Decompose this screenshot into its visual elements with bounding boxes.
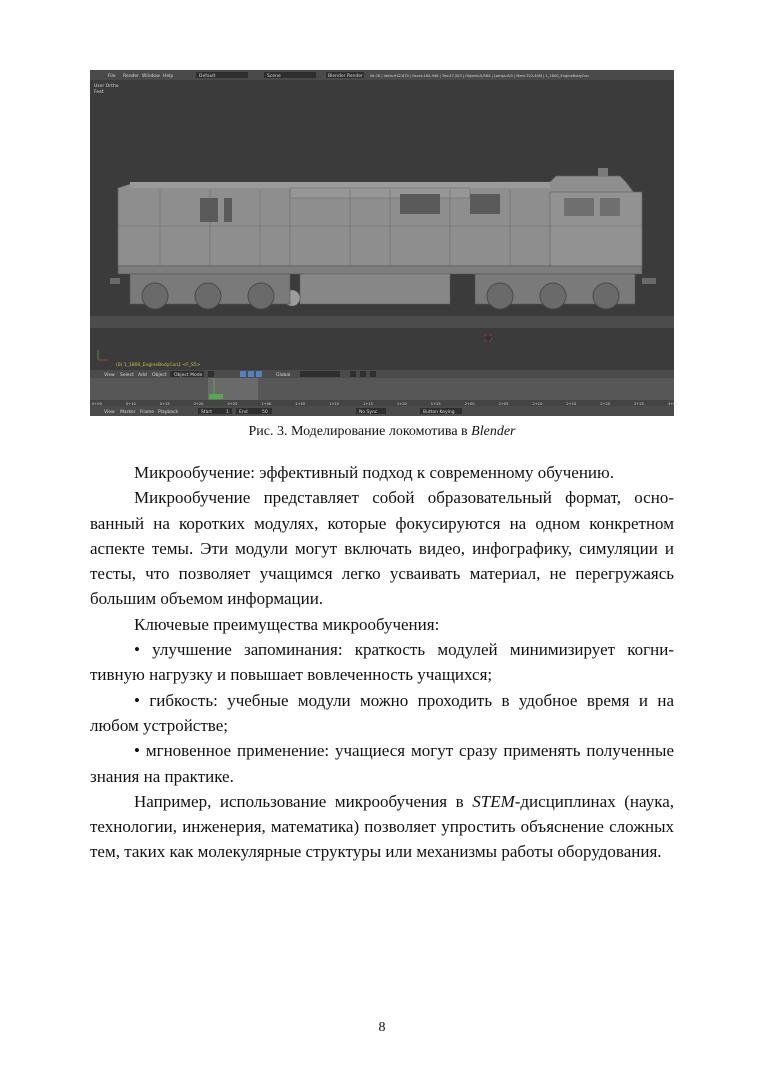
figure-caption: [0, 424, 764, 440]
body-text: [90, 460, 674, 865]
timeline-tick-label: 1+10: [329, 402, 340, 406]
engine-field-label: Blender Render: [328, 74, 363, 79]
current-frame-badge: [209, 394, 223, 399]
timeline-tick-label: 1+15: [363, 402, 373, 406]
menu-window[interactable]: Window: [142, 74, 160, 79]
timeline-tick-label: 0+15: [159, 402, 170, 406]
header-view-menu[interactable]: View: [104, 373, 115, 378]
ground-plane: [90, 316, 674, 328]
example-text-start: Например, использование микрообучения в: [134, 791, 473, 811]
shading-button[interactable]: [208, 371, 214, 377]
translate-button[interactable]: [248, 371, 254, 377]
header-select-menu[interactable]: Select: [120, 373, 134, 378]
list-item-application: • мгновенное применение: учащиеся могут сразу применять полученные знания на практике.: [90, 741, 674, 786]
start-frame-value: 1: [226, 410, 229, 415]
timeline-tick-label: 1+00: [261, 402, 272, 406]
blender-screenshot-figure: [90, 70, 678, 416]
active-object-name: (0) 1_1800_EngineBodyCon1 <F_S5>: [116, 363, 201, 368]
timeline-tick-label: 3+00: [668, 402, 678, 406]
blender-window: [90, 70, 678, 416]
mode-select-label: Object Mode: [174, 373, 203, 378]
viewport-unit-label: Feet: [94, 90, 104, 95]
list-item-memory: • улучшение запоминания: краткость модулей минимизирует когнитивную нагрузку и повышает вовлеченность учащихся;: [90, 640, 674, 685]
timeline-tick-label: 0+10: [125, 402, 136, 406]
timeline-tick-label: 2+25: [634, 402, 644, 406]
timeline-tick-label: 0+20: [193, 402, 204, 406]
header-object-menu[interactable]: Object: [152, 373, 167, 378]
paragraph-definition: Микрообучение представляет собой образовательный формат, основанный на коротких модулях, которые фокусируются на одном конкретном аспекте темы. Эти модули могут включать видео, инфографику, симуляции и тесты, что позволяет учащимся легко усваивать материал, не перегружаясь большим объемом информации.: [90, 488, 674, 609]
stats-readout: Ve:78 | Verts:932,870 | Faces:184,946 | Tris:47,503 | Objects:0/564 | Lamps:0/0 | Mem:702.40M | 1_1800_EngineBodyCon: [370, 74, 589, 78]
example-stem-term: STEM: [472, 791, 515, 811]
timeline-tick-label: 2+05: [498, 402, 509, 406]
snap-button[interactable]: [360, 371, 366, 377]
timeline-tick-label: 2+00: [464, 402, 475, 406]
timeline-tick-label: 1+25: [430, 402, 441, 406]
paragraph-heading: Микрообучение: эффективный подход к современному обучению.: [134, 463, 614, 482]
timeline-ruler: [90, 400, 674, 406]
menu-file[interactable]: File: [108, 74, 116, 79]
end-frame-value: 50: [262, 410, 268, 415]
keying-select-label: Button Keying: [423, 410, 455, 415]
list-item-flexibility: • гибкость: учебные модули можно проходить в удобное время и на любом устройстве;: [90, 690, 674, 735]
end-frame-label: End: [239, 410, 248, 415]
header-add-menu[interactable]: Add: [138, 373, 147, 378]
caption-italic: Blender: [471, 424, 516, 439]
menu-help[interactable]: Help: [163, 74, 174, 79]
paragraph-example: [90, 789, 674, 865]
timeline-area[interactable]: [90, 378, 674, 400]
caption-text: Рис. 3. Моделирование локомотива в: [248, 424, 472, 439]
viewport-view-label: User Ortho: [94, 84, 119, 89]
timeline-tick-label: 0+25: [227, 402, 238, 406]
paragraph-advantages-intro: Ключевые преимущества микрообучения:: [134, 614, 440, 634]
orientation-select[interactable]: Global: [276, 373, 291, 378]
sync-select-label: No Sync: [359, 410, 378, 415]
timeline-tick-label: 2+20: [600, 402, 611, 406]
render-preview-button[interactable]: [370, 371, 376, 377]
layer-buttons[interactable]: [300, 371, 340, 377]
page-number: 8: [378, 1020, 386, 1035]
timeline-tick-label: 1+20: [396, 402, 407, 406]
timeline-playback-menu[interactable]: Playback: [158, 410, 179, 415]
manipulator-button[interactable]: [240, 371, 246, 377]
layout-field-label: Default: [199, 74, 216, 79]
timeline-view-menu[interactable]: View: [104, 410, 115, 415]
scene-field-label: Scene: [267, 74, 281, 79]
menu-render[interactable]: Render: [123, 74, 140, 79]
proportional-edit-button[interactable]: [350, 371, 356, 377]
locomotive-model[interactable]: [110, 168, 656, 309]
timeline-tick-label: 2+15: [566, 402, 577, 406]
timeline-tick-label: 2+10: [532, 402, 543, 406]
rotate-button[interactable]: [256, 371, 262, 377]
timeline-marker-menu[interactable]: Marker: [120, 410, 136, 415]
example-text-end: -дисциплинах (наука, технологии, инженерия, математика) позволяет упростить объяснение сложных тем, таких как молекулярные структуры или механизмы работы оборудования.: [90, 791, 674, 862]
start-frame-label: Start: [201, 410, 212, 415]
timeline-frame-menu[interactable]: Frame: [140, 410, 155, 415]
timeline-tick-label: 0+00: [92, 402, 102, 406]
timeline-tick-label: 1+05: [295, 402, 306, 406]
